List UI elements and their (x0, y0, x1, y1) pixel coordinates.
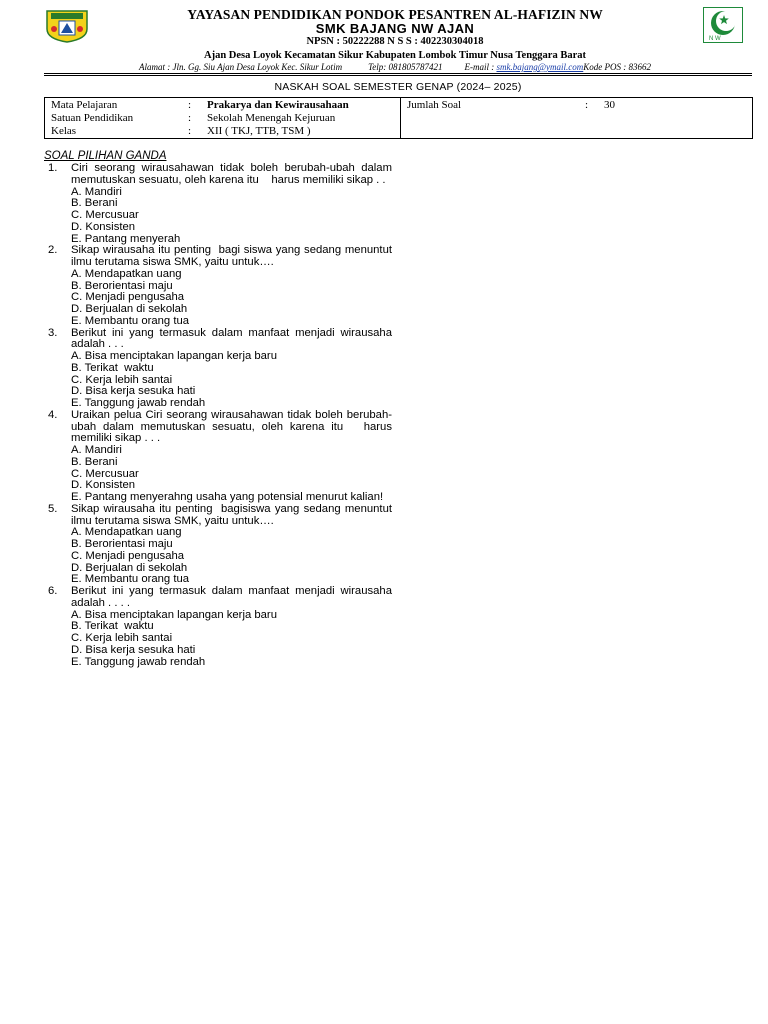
unit-colon: : (188, 112, 192, 124)
answer-option: A. Bisa menciptakan lapangan kerja baru (71, 608, 277, 621)
question-stem: Sikap wirausaha itu penting bagisiswa yang sedang menuntut ilmu terutama siswa SMK, yaitu untuk…. (71, 502, 392, 527)
exam-info-table (44, 97, 753, 139)
question-item (44, 586, 392, 668)
answer-option: C. Menjadi pengusaha (71, 291, 185, 304)
school-name: SMK BAJANG NW AJAN (315, 21, 475, 36)
question-list (44, 163, 392, 668)
answer-option: B. Terikat waktu (71, 620, 154, 633)
answer-option: C. Mercusuar (71, 209, 139, 221)
school-ids: NPSN : 50222288 N S S : 402230304018 (306, 36, 484, 47)
contact-address: Alamat : Jln. Gg. Siu Ajan Desa Loyok Kec. Sikur Lotim (139, 62, 343, 72)
class-label: Kelas (51, 125, 77, 137)
answer-option: A. Mandiri (71, 185, 122, 198)
question-stem: Ciri seorang wirausahawan tidak boleh berubah-ubah dalam memutuskan sesuatu, oleh karena itu harus memiliki sikap . . (71, 162, 392, 186)
unit-label: Satuan Pendidikan (51, 112, 134, 124)
answer-option: A. Bisa menciptakan lapangan kerja baru (71, 350, 277, 362)
answer-option: A. Mandiri (71, 444, 122, 456)
answer-option: E. Membantu orang tua (71, 314, 190, 327)
question-item (44, 504, 392, 586)
exam-title: NASKAH SOAL SEMESTER GENAP (2024– 2025) (274, 81, 522, 93)
question-number: 4. (48, 408, 58, 421)
subject-value: Prakarya dan Kewirausahaan (207, 99, 349, 111)
question-stem: Uraikan pelua Ciri seorang wirausahawan tidak boleh berubah-ubah dalam memutuskan sesuatu, oleh karena itu harus memiliki sikap . . . (71, 408, 392, 445)
contact-email-label: E-mail : (464, 62, 497, 72)
answer-option: A. Mendapatkan uang (71, 267, 182, 280)
class-value: XII ( TKJ, TTB, TSM ) (207, 125, 311, 137)
info-row-class (51, 125, 311, 137)
contact-email-link[interactable]: smk.bajang@ymail.com (496, 62, 584, 72)
count-value: 30 (604, 99, 615, 111)
question-number: 5. (48, 502, 58, 515)
count-label: Jumlah Soal (407, 99, 462, 111)
question-number: 3. (48, 326, 58, 339)
answer-option: D. Konsisten (71, 220, 136, 233)
info-row-subject (51, 99, 349, 111)
answer-option: D. Bisa kerja sesuka hati (71, 385, 196, 398)
answer-option: B. Berorientasi maju (71, 538, 173, 550)
subject-label: Mata Pelajaran (51, 99, 118, 111)
question-item (44, 410, 392, 504)
subject-colon: : (188, 99, 192, 111)
unit-value: Sekolah Menengah Kejuruan (207, 112, 336, 124)
answer-option: C. Mercusuar (71, 467, 139, 480)
answer-option: B. Berani (71, 197, 118, 210)
question-number: 1. (48, 162, 58, 174)
answer-option: B. Berorientasi maju (71, 279, 173, 292)
question-stem: Sikap wirausaha itu penting bagi siswa yang sedang menuntut ilmu terutama siswa SMK, yaitu untuk…. (71, 244, 392, 268)
question-stem: Berikut ini yang termasuk dalam manfaat menjadi wirausaha adalah . . . (71, 326, 392, 351)
answer-option: E. Tanggung jawab rendah (71, 397, 206, 409)
class-colon: : (188, 125, 192, 137)
contact-line (60, 62, 730, 72)
contact-phone: Telp: 081805787421 (368, 62, 443, 72)
foundation-name: YAYASAN PENDIDIKAN PONDOK PESANTREN AL-HAFIZIN NW (187, 7, 603, 22)
answer-option: D. Berjualan di sekolah (71, 561, 188, 574)
info-table-divider (400, 98, 401, 138)
answer-option: D. Konsisten (71, 479, 136, 492)
answer-option: C. Kerja lebih santai (71, 373, 173, 386)
contact-postcode: Kode POS : 83662 (583, 62, 651, 72)
answer-option: B. Terikat waktu (71, 361, 154, 374)
info-row-unit (51, 112, 335, 124)
answer-option: E. Pantang menyerahng usaha yang potensial menurut kalian! (71, 491, 384, 503)
header-rule-bottom (44, 75, 752, 76)
school-logo (45, 9, 89, 43)
answer-option: E. Tanggung jawab rendah (71, 655, 206, 668)
answer-option: E. Pantang menyerah (71, 232, 181, 245)
question-item (44, 245, 392, 327)
info-row-count (407, 99, 615, 111)
question-item (44, 163, 392, 245)
answer-option: D. Berjualan di sekolah (71, 303, 188, 315)
question-stem: Berikut ini yang termasuk dalam manfaat menjadi wirausaha adalah . . . . (71, 585, 392, 609)
answer-option: B. Berani (71, 455, 118, 468)
question-number: 6. (48, 585, 58, 597)
answer-option: A. Mendapatkan uang (71, 526, 182, 539)
nw-logo (703, 7, 743, 43)
section-title: SOAL PILIHAN GANDA (44, 150, 167, 162)
count-colon: : (585, 99, 589, 111)
question-item (44, 328, 392, 410)
answer-option: C. Kerja lebih santai (71, 632, 173, 644)
answer-option: D. Bisa kerja sesuka hati (71, 643, 196, 656)
logo-letters: N W (709, 36, 721, 42)
answer-option: E. Membantu orang tua (71, 573, 190, 586)
answer-option: C. Menjadi pengusaha (71, 549, 185, 562)
question-number: 2. (48, 244, 58, 257)
header-rule-top (44, 73, 752, 74)
school-address: Ajan Desa Loyok Kecamatan Sikur Kabupaten Lombok Timur Nusa Tenggara Barat (204, 50, 586, 61)
